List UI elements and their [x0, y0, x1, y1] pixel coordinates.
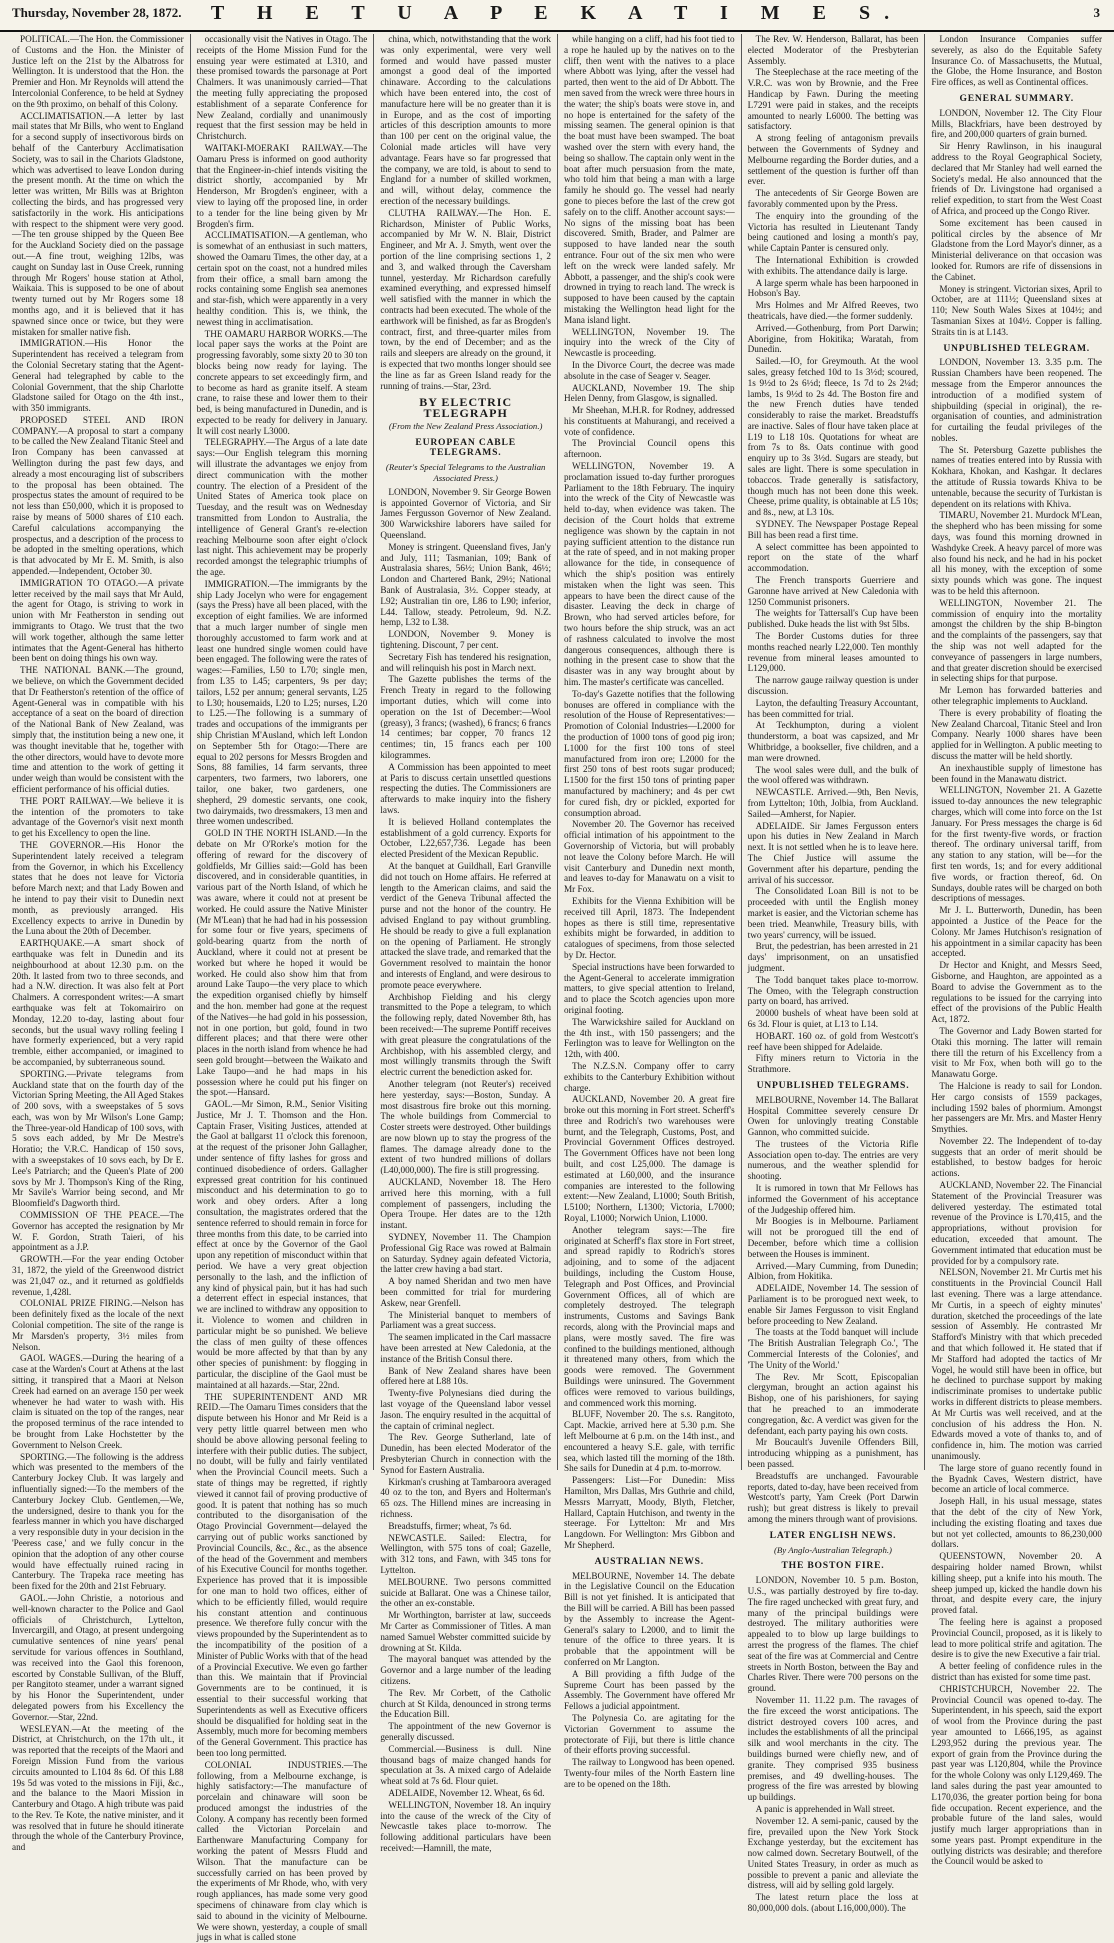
article-paragraph: Arrived.—Mary Cumming, from Dunedin; Albion, from Hokitika.	[747, 1260, 919, 1282]
article-paragraph: while hanging on a cliff, had his foot tied to a rope he hauled up by the natives on to the cliff, then went with the natives to a place where Abbott was lying, after the vessel had parted, then went to the aid of Dr Abbott. The men saved from the wreck were three hours in the water; the ship's boats were stove in, and no hope is entertained for the safety of the missing seamen. The general opinion is that the boat must have been swamped. The boat washed over the stern with every hand, the being so shallow. The captain only went in the boat after much persuasion from the mate, who told him that being a man with a large family he should go. The vessel had nearly gone to pieces before the last of the crew got safely on to the cliff. Another account says:—No signs of the missing boat has been discovered. Smith, Brader, and Palmer are supposed to have landed near the south entrance. Four out of the six men who were left on the wreck were landed safely. Mr Abbott, a passenger, and the ship's cook were drowned in trying to reach land. The wreck is supposed to have been caused by the captain mistaking the Wellington head light for the Mana island light.	[564, 34, 735, 325]
article-paragraph: The Todd banquet takes place to-morrow. The Omeo, with the Telegraph construction party on board, has arrived.	[747, 974, 919, 1007]
article-paragraph: Brut, the pedestrian, has been arrested in 21 days' imprisonment, on an unsatisfied judgment.	[747, 941, 919, 973]
article-paragraph: Bank of New Zealand shares have been offered here at L88 10s.	[380, 1365, 551, 1387]
article-paragraph: November 20. The Governor has received official intimation of his appointment to the Governorship of Victoria, but will probably not leave the Colony before March. He will visit Canterbury and Dunedin next month, and leaves to-day for Manawatu on a visit to Mr Fox.	[564, 819, 735, 895]
article-paragraph: TIMARU, November 21. Murdock M'Lean, the shepherd who has been missing for some days, was found this morning drowned in Washdyke Creek. A heavy parcel of more was also found his neck, and he had in his pocket all his money, with the exception of some sixty pounds which was gone. The inquest was to be held this afternoon.	[931, 510, 1102, 597]
article-paragraph: NEWCASTLE. Arrived.—9th, Ben Nevis, from Lyttelton; 10th, Jolbia, from Auckland. Sailed—Amherst, for Napier.	[747, 787, 919, 819]
column-5	[741, 34, 925, 1914]
article-paragraph: The Polynesia Co. are agitating for the Victorian Government to assume the protectorate of Fiji, but there is little chance of their efforts proving successful.	[564, 1712, 735, 1756]
article-paragraph: A strong feeling of antagonism prevails between the Governments of Sydney and Melbourne regarding the Border duties, and a settlement of the question is further off than ever.	[747, 133, 919, 187]
article-paragraph: Breadstuffs, firmer; wheat, 7s 6d.	[388, 1520, 512, 1531]
column-grid	[6, 34, 1108, 1943]
column-6	[924, 34, 1108, 1867]
article-paragraph: WELLINGTON, November 18. An inquiry into the cause of the wreck of the City of Newcastle takes place to-morrow. The following additional particulars have been received:—Hamnill, the mate,	[380, 1799, 551, 1853]
article-paragraph: Archbishop Fielding and his clergy transmitted to the Pope a telegram, to which the following reply, dated November 8th, has been received:—The supreme Pontiff receives with great pleasure the congratulations of the Archbishop, with his assembled clergy, and most willingly transmits through the Swift electric current the benediction asked for.	[380, 991, 551, 1078]
article-paragraph: The antecedents of Sir George Bowen are favorably commented upon by the Press.	[747, 188, 919, 209]
issue-date: Thursday, November 28, 1872.	[12, 5, 182, 20]
column-4	[557, 34, 741, 1789]
newspaper-title: T H E T U A P E K A T I M E S.	[210, 2, 904, 24]
article-paragraph: Mr Lemon has forwarded batteries and other telegraphic implements to Auckland.	[931, 685, 1102, 707]
article-paragraph: It is rumored in town that Mr Fellows has informed the Government of his acceptance of the Judgeship offered him.	[747, 1183, 919, 1215]
article-paragraph: An inexhaustible supply of limestone has been found in the Manawatu district.	[931, 762, 1102, 784]
article-paragraph: A select committee has been appointed to report on the state of the wharf accommodation.	[747, 541, 919, 574]
article-paragraph: The latest return place the loss at 80,000,000 dols. (about L16,000,000). The	[747, 1892, 919, 1914]
article-paragraph: QUEENSTOWN, November 20. A despairing holder named Brown, whilst killing sheep, put a knife into his mouth. The sheep jumped up, kicked the handle down his throat, and despite every care, the injury proved fatal.	[931, 1551, 1102, 1616]
article-paragraph: The Governor and Lady Bowen started for Otaki this morning. The latter will remain there till the return of his Excellency from a visit to Mr Fox, when both will go to the Manawatu Gorge.	[931, 1025, 1102, 1080]
article-paragraph: The N.Z.S.N. Company offer to carry exhibits to the Canterbury Exhibition without charge.	[564, 1060, 735, 1093]
article-paragraph: The toasts at the Todd banquet will include 'The British Australian Telegraph Co.', 'The Commercial Interests of the Colonies', and 'The Unity of the World.'	[747, 1327, 919, 1370]
article-paragraph: SPORTING.—Private telegrams from Auckland state that on the fourth day of the Victorian Spring Meeting, the All Aged Stakes of 200 sovs, with a sweepstakes of 5 sovs each, was won by Mr Wilson's Lone Gamp; the Three-year-old Handicap of 100 sovs, with 5 sovs each added, by Mr De Mestre's Horatio; the V.R.C. Handicap of 150 sovs, with a sweepstakes of 10 sovs each, by Dr E. Lee's Patriarch; and the Queen's Plate of 200 sovs by Mr J. Thompson's King of the Ring, Mr Savile's Warrior being second, and Mr Bloomfield's Dagworth third.	[12, 1068, 184, 1209]
article-paragraph: LONDON, November 9. Money is tightening. Discount, 7 per cent.	[380, 629, 551, 651]
article-paragraph: Special instructions have been forwarded to the Agent-General to accelerate immigration matters, to give special attention to Ireland, and to place the Scotch agencies upon more original footing.	[564, 961, 735, 1015]
article-paragraph: MELBOURNE, November 14. The debate in the Legislative Council on the Education Bill is not yet finished. It is anticipated that the Bill will be carried. A Bill has been passed by the Assembly to increase the Agent-General's salary to L2000, and to limit the tenure of the office to three years. It is probable that the appointment will be conferred on Mr Langton.	[564, 1570, 735, 1667]
article-paragraph: In the Divorce Court, the decree was made absolute in the case of Seager v. Seager.	[564, 359, 735, 381]
article-paragraph: The narrow gauge railway question is under discussion.	[747, 675, 919, 697]
article-paragraph: Breadstuffs are unchanged. Favourable reports, dated to-day, have been received from Westcott's party, Yam Creek (Port Darwin rush); but great distress is likely to prevail among the miners through want of provisions.	[747, 1470, 919, 1524]
article-paragraph: occasionally visit the Natives in Otago. The receipts of the Home Mission Fund for the ensuing year were estimated at L310, and these promised towards the parsonage at Port Chalmers. It was unanimously carried—That the meeting fully appreciating the proposed establishment of a separate Conference for New Zealand, cordially and unanimously request that the first session may be held in Christchurch.	[196, 34, 368, 142]
article-paragraph: The weights for Tattersall's Cup have been published. Duke heads the list with 9st 5lbs.	[747, 608, 919, 630]
article-paragraph: SPORTING.—The following is the address which was presented to the members of the Canterbury Jockey Club. It was largely and influentially signed:—To the members of the Canterbury Jockey Club. Gentlemen,—We, the undersigned, desire to thank you for the fearless manner in which you have discharged a very responsible duty in your decision in the 'Peeress case,' and we fully concur in the opinion that the adoption of any other course would have effectually ruined racing in Canterbury. The Trapeka race meeting has been fixed for the 20th and 21st February.	[12, 1451, 184, 1592]
article-paragraph: November 12. A semi-panic, caused by the fire, prevailed upon the New York Stock Exchange yesterday, but the excitement has now calmed down. Secretary Boutwell, of the United States Treasury, in order as much as possible to prevent a panic and alleviate the distress, will aid by selling gold largely.	[747, 1815, 919, 1891]
article-paragraph: The French transports Guerriere and Garonne have arrived at New Caledonia with 1250 Communist prisoners.	[747, 575, 919, 607]
article-paragraph: ADELAIDE, November 14. The session of Parliament is to be prorogued next week, to enable Sir James Fergusson to visit England before proceeding to New Zealand.	[747, 1283, 919, 1326]
article-paragraph: Twenty-five Polynesians died during the last voyage of the Queensland labor vessel Jason. The enquiry resulted in the acquittal of the captain of criminal neglect.	[380, 1388, 551, 1431]
article-paragraph: LONDON, November 10. 5 p.m. Boston, U.S., was partially destroyed by fire to-day. The fire raged unchecked with great fury, and many of the principal buildings were destroyed. The military authorities were appealed to to blow up large buildings to arrest the progress of the flames. The chief seat of the fire was at Commercial and Centre streets in North Boston, between the Bay and Charles River. There were 700 persons on the ground.	[747, 1575, 919, 1694]
article-paragraph: Money is stringent. Queensland fives, Jan'y and July, 111; Tasmanian, 109; Bank of Australasia shares, 56½; Union Bank, 46½; London and Chartered Bank, 29½; National Bank of Australasia, 3½. Copper steady, at L92; Australian tin ore, L86 to L90; inferior, L44. Tallow, steady. Petroleum, 9d. N.Z. hemp, L32 to L38.	[380, 541, 551, 628]
article-paragraph: The International Exhibition is crowded with exhibits. The attendance daily is large.	[747, 254, 919, 276]
article-paragraph: COLONIAL INDUSTRIES.—The following, from a Melbourne exchange, is highly satisfactory:—The manufacture of porcelain and chinaware will soon be produced amongst the industries of the Colony. A company has recently been formed called the Victorian Porcelain and Earthenware Manufacturing Company for working the patent of Messrs Fludd and Wilson. That the manufacture can be successfully carried on has been proved by the experiments of Mr Rhode, who, with very rough appliances, has made some very good specimens of chinaware from clay which is said to abound in the vicinity of Melbourne. We were shown, yesterday, a couple of small jugs in what is called stone	[196, 1759, 368, 1943]
article-paragraph: CHRISTCHURCH, November 22. The Provincial Council was opened to-day. The Superintendent, in his speech, said the export of wool from the Province during the past year amounted to L666,195, as against L293,952 during the previous year. The export of grain from the Province during the past year was L120,804, while the Province for the whole Colony was only L129,469. The land sales during the past year amounted to L170,036, the greater portion being for bona fide occupation. Recent experience, and the probable future of the land sales, would justify much larger appropriations than in some years past. Prompt expenditure in the outlying districts was desirable; and therefore the Council would be asked to	[931, 1683, 1102, 1867]
section-heading: UNPUBLISHED TELEGRAM.	[943, 342, 1091, 354]
article-paragraph: There is every probability of floating the New Zealand Charcoal, Titanic Steel and Iron Company. Nearly 1000 shares have been applied for in Wellington. A public meeting to discuss the matter will be held shortly.	[931, 707, 1102, 761]
article-paragraph: The St. Petersburg Gazette publishes the names of treaties entered into by Russia with Kokhara, Khokan, and Kashgar. It declares the attitude of Russia towards Khiva to be untenable, because the security of Turkistan is dependent on its relations with Khiva.	[931, 444, 1102, 509]
section-heading: UNPUBLISHED TELEGRAMS.	[756, 1079, 910, 1091]
article-paragraph: It is believed Holland contemplates the establishment of a gold currency. Exports for October, L22,657,736. Legade has been elected President of the Mexican Republic.	[380, 816, 551, 860]
article-paragraph: ADELAIDE. Sir James Fergusson enters upon his duties in New Zealand in March next. It is not settled when he is to leave here. The Chief Justice will assume the Government after his departure, pending the arrival of his successor.	[747, 820, 919, 885]
column-2	[190, 34, 374, 1943]
article-paragraph: GOLD IN THE NORTH ISLAND.—In the debate on Mr O'Rorke's motion for the offering of reward for the discovery of goldfields, Mr Gillies said:—Gold has been discovered, and in considerable quantities, in various part of the North Island, of which he was aware, where it could not at present be worked. He could assure the Native Minister (Mr M'Lean) that he had had in his possession for some four or five years, specimens of gold-bearing quartz from the north of Auckland, where it could not at present be worked but where he hoped it would be worked. He could also show him that from around Lake Taupo—the very place to which the expedition organised chiefly by himself and the hon. member had gone at the request of the Natives—he had gold in his possession, not in one portion, but gold, found in two different places; and that there were other places in the north island from whence he had seen gold brought—between the Waikato and Lake Taupo—and he had maps in his possession where he could put his finger on the spot.—Hansard.	[196, 828, 368, 1098]
article-paragraph: Passengers: List—For Dunedin: Miss Hamilton, Mrs Dallas, Mrs Guthrie and child, Messrs Marryatt, Moody, Blyth, Fletcher, Hallard, Captain Hutchison, and twenty in the steerage. For Lyttelton: Mr and Mrs Langdown. For Wellington: Mrs Gibbon and Mr Shepherd.	[564, 1475, 735, 1550]
article-paragraph: The Rev. W. Henderson, Ballarat, has been elected Moderator of the Presbyterian Assembly.	[747, 34, 919, 66]
article-paragraph: SYDNEY, November 11. The Champion Professional Gig Race was rowed at Balmain on Saturday. Sydney again defeated Victoria, the latter crew having a bad start.	[380, 1232, 551, 1275]
article-paragraph: NELSON, November 21. Mr Curtis met his constituents in the Provincial Council Hall last evening. There was a large attendance. Mr Curtis, in a speech of eighty minutes' duration, sketched the proceedings of the late session of Assembly. He contrasted Mr Stafford's Ministry with that which preceded and that which followed it. He stated that if Mr Stafford had adopted the tactics of Mr Vogel, he would still have been in office, but he declined to purchase support by making indiscriminate promises to undertake public works in different districts to please members. At Mr Curtis was well received, and at the conclusion of his address the Hon. N. Edwards moved a vote of thanks to, and of confidence in, him. The motion was carried unanimously.	[931, 1267, 1102, 1461]
section-heading-large: BY ELECTRIC TELEGRAPH	[419, 395, 513, 421]
article-paragraph: The Warwickshire sailed for Auckland on the 4th inst., with 150 passengers; and the Ferlington was to leave for Wellington on the 12th, with 400.	[564, 1016, 735, 1060]
article-paragraph: Arrived.—Gothenburg, from Port Darwin; Aborigine, from Hokitika; Waratah, from Dunedin.	[747, 322, 919, 355]
article-paragraph: The Halcione is ready to sail for London. Her cargo consists of 1559 packages, including 1592 bales of phormium. Amongst her passengers are Mr. Mrs. and Master Henry Smythies.	[931, 1080, 1103, 1135]
article-paragraph: Mr Sheehan, M.H.R. for Rodney, addressed his constituents at Mahurangi, and received a vote of confidence.	[564, 405, 735, 437]
article-paragraph: The trustees of the Victoria Rifle Association open to-day. The entries are very numerous, and the weather splendid for shooting.	[747, 1138, 919, 1182]
column-1	[6, 34, 190, 1853]
article-paragraph: IMMIGRATION.—His Honor the Superintendent has received a telegram from the Colonial Secretary stating that the Agent-General had telegraphed by cable to the Colonial Government, that the ship Charlotte Gladstone sailed for Otago on the 4th inst., with 350 immigrants.	[12, 338, 184, 414]
article-paragraph: LONDON, November 9. Sir George Bowen is appointed Governor of Victoria, and Sir James Fergusson Governor of New Zealand. 300 Warwickshire laborers have sailed for Queensland.	[380, 486, 551, 541]
article-paragraph: WELLINGTON, November 19. A proclamation issued to-day further prorogues Parliament to the 18th February. The inquiry into the wreck of the City of Newcastle was held to-day, when evidence was taken. The decision of the Court holds that extreme negligence was shown by the captain in not paying sufficient attention to the distance run at the rate of speed, and in not making proper allowance for the tide, in consequence of which the ship's position was entirely mistaken when the light was seen. This appears to have been the direct cause of the disaster. Leaving the deck in charge of Brown, who had served articles before, for two hours before the ship struck, was an act of rashness calculated to involve the most dangerous consequences, although there is nothing in the present case to show that the disaster was in any way brought about by him. The master's certificate was cancelled.	[564, 461, 735, 688]
article-paragraph: IMMIGRATION TO OTAGO.—A private letter received by the mail says that Mr Auld, the agent for Otago, is striving to work in union with Mr Featherston in sending out immigrants to Otago. We trust that the two will work together, although the same letter intimates that the Agent-General has hitherto been bent on doing things his own way.	[12, 577, 184, 664]
article-paragraph: THE NATIONAL BANK.—The ground, we believe, on which the Government decided that Dr Featherston's retention of the office of Agent-General was in compatible with his acceptance of a seat on the board of direction of the National Bank of New Zealand, was simply that, the institution being a new one, it was thought inevitable that he, together with the other directors, would have to devote more time and attention to the work of getting it under weigh than would be consistent with the efficient performance of his official duties.	[12, 665, 184, 794]
article-paragraph: WELLINGTON, November 19. The inquiry into the wreck of the City of Newcastle is proceeding.	[564, 326, 735, 359]
article-paragraph: Money is stringent. Victorian sixes, April to October, are at 111½; Queensland sixes at 110; New South Wales Sixes at 104½; and Tasmanian Sixes at 104½. Copper is falling. Straits tin is at L143.	[931, 283, 1102, 337]
article-paragraph: ACCLIMATISATION.—A gentleman, who is somewhat of an enthusiast in such matters, showed the Oamaru Times, the other day, at a certain spot on the coast, not a hundred miles from their office, a small barn among the rocks containing some English sea anemones and star-fish, which were apparently in a very healthy condition. This is, we think, the newest thing in acclimatisation.	[196, 230, 368, 327]
article-paragraph: Mr Boucault's Juvenile Offenders Bill, introducing whipping as a punishment, has been passed.	[747, 1437, 919, 1469]
article-paragraph: china, which, notwithstanding that the work was only experimental, were very well formed and would have passed muster amongst a good deal of the imported chinaware. According to the calculations which have been entered into, the cost of manufacture here will be no greater than it is in Europe, and as the cost of importing articles of this description amounts to more than 100 per cent on the original value, the Colonial made articles will have very advantage. Fears have so far progressed that the company, we are told, is about to send to England for a number of skilled workmen, and will, without delay, commence the erection of the necessary buildings.	[380, 34, 551, 206]
article-paragraph: A panic is apprehended in Wall street.	[755, 1803, 895, 1814]
article-paragraph: THE SUPERINTENDENT AND MR REID.—The Oamaru Times considers that the dispute between his Honor and Mr Reid is a very petty little quarrel between men who should be above allowing personal feeling to interfere with their public duties. The subject, no doubt, will be fully and fairly ventilated when the Provincial Council meets. Such a state of things may be regretted, if rightly viewed it cannot fail of proving productive of good. It is patent that nothing has so much contributed to the disorganisation of the Otago Provincial Government—delayed the carrying out of public works sanctioned by Provincial Councils, &c., &c., as the absence of the head of the Government and members of his Executive Council for months together. Experience has proved that it is impossible for one man to hold two offices, either of which to be efficiently filled, would require his constant attention and continuous presence. We therefore fully concur with the views propounded by the Superintendent as to the incompatibility of the position of a Minister of Public Works with that of the head of a Provincial Executive. We even go farther than this. We maintain that if Provincial Governments are to be continued, it is essential to their successful working that Superintendents as well as Executive officers should be disqualified for holding seat in the Assembly, much more for becoming members of the General Government. This practice has been too long permitted.	[196, 1391, 368, 1758]
article-paragraph: Mr Worthington, barrister at law, succeeds Mr Carter as Commissioner of Titles. A man named Samuel Webster committed suicide by drowning at St. Kilda.	[380, 1610, 551, 1653]
article-paragraph: Commercial.—Business is dull. Nine thousand bags of maize changed hands for speculation at 3s. A mixed cargo of Adelaide wheat sold at 7s 6d. Flour quiet.	[380, 1743, 551, 1787]
article-paragraph: LONDON, November 12. The City Flour Mills, Blackfriars, have been destroyed by fire, and 200,000 quarters of grain burned.	[931, 107, 1102, 140]
section-subheading: (From the New Zealand Press Association.)	[388, 420, 543, 431]
article-paragraph: NEWCASTLE. Sailed: Electra, for Wellington, with 575 tons of coal; Gazelle, with 312 tons, and Fawn, with 345 tons for Lyttelton.	[380, 1532, 551, 1575]
article-paragraph: The Provincial Council opens this afternoon.	[564, 438, 735, 460]
article-paragraph: November 22. The Independent of to-day suggests that an order of merit should be established, to bestow badges for heroic actions.	[931, 1135, 1102, 1179]
article-paragraph: The appointment of the new Governor is generally discussed.	[380, 1721, 551, 1742]
article-paragraph: November 11. 11.22 p.m. The ravages of the fire exceed the worst anticipations. The district destroyed covers 100 acres, and includes the establishments of all the principal silk and wool merchants in the city. The buildings burned were chiefly new, and of granite. They comprised 935 business premises, and 49 dwelling-houses. The progress of the fire was arrested by blowing up buildings.	[747, 1694, 919, 1803]
article-paragraph: LONDON, November 13. 3.35 p.m. The Russian Chambers have been reopened. The message from the Emperor announces the introduction of a modified system of shipbuilding (special in original), the re-organisation of counties, and administration for curtailing the feudal privileges of the nobles.	[931, 357, 1102, 443]
article-paragraph: Layton, the defaulting Treasury Accountant, has been committed for trial.	[747, 697, 919, 719]
article-paragraph: GAOL.—John Christie, a notorious and well-known character to the Police and Gaol officials of Christchurch, Lyttelton, Invercargill, and Otago, at present undergoing cumulative sentences of nine years' penal servitude for various offences in Southland, was received into the Gaol this forenoon, escorted by Constable Sullivan, of the Bluff, per Rangitoto steamer, under a warrant signed by his Honor the Superintendent, under delegated powers from his Excellency the Governor.—Star, 22nd.	[12, 1592, 184, 1722]
article-paragraph: The seamen implicated in the Carl massacre have been arrested at New Caledonia, at the instance of the British Consul there.	[380, 1332, 551, 1364]
article-paragraph: Joseph Hall, in his usual message, states that the debt of the city of New York, including the existing floating and taxes due but not yet collected, amounts to 86,230,000 dollars.	[931, 1496, 1102, 1550]
article-paragraph: Mr Boogies is in Melbourne. Parliament will not be prorogued till the end of December, before which time a collision between the Houses is imminent.	[747, 1216, 919, 1259]
section-heading: GENERAL SUMMARY.	[959, 92, 1074, 104]
article-paragraph: POLITICAL.—The Hon. the Commissioner of Customs and the Hon. the Minister of Justice left on the 21st by the Albatross for Wellington. It is understood that the Hon. the Premier and Hon. Mr Reynolds will attend the Intercolonial Conference, to be held at Sydney on the 9th proximo, on behalf of this Colony.	[12, 34, 184, 109]
article-paragraph: Sir Henry Rawlinson, in his inaugural address to the Royal Geographical Society, declared that Mr Stanley had well earned the Society's medal. He also announced that the friends of Dr. Livingstone had organised a relief expedition, to start from the West Coast of Africa, and proceed up the Congo River.	[931, 141, 1102, 216]
article-paragraph: 20000 bushels of wheat have been sold at 6s 3d. Flour is quiet, at L13 to L14.	[747, 1008, 919, 1029]
article-paragraph: At Teckhumpton, during a violent thunderstorm, a boat was capsized, and Mr Whitbridge, a bookseller, five children, and a man were drowned.	[747, 720, 919, 763]
article-paragraph: The mayoral banquet was attended by the Governor and a large number of the leading citizens.	[380, 1654, 551, 1686]
article-paragraph: A boy named Sheridan and two men have been committed for trial for murdering Askew, near Grenfell.	[380, 1276, 551, 1308]
article-paragraph: WELLINGTON, November 21. The commission of enquiry into the mortality amongst the children by the ship B-bington and the complaints of the passengers, say that the ship was not well adapted for the conveyance of passengers in large numbers, and that greater discretion should be exercised in selecting ships for that purpose.	[931, 597, 1102, 684]
article-paragraph: At the banquet at Guildhall, Earl Granville did not touch on Home affairs. He referred at length to the American claims, and said the verdict of the Geneva Tribunal affected the purse and not the honor of the country. He advised England to pay without grumbling. He should be ready to give a full explanation on the opening of Parliament. He strongly attacked the slave trade, and remarked that the Government resolved to maintain the honor and interests of England, and were desirous to promote peace everywhere.	[380, 860, 551, 990]
article-paragraph: The enquiry into the grounding of the Victoria has resulted in Lieutenant Tandy being cautioned and losing a month's pay, while Captain Panter is censured only.	[747, 210, 919, 254]
article-paragraph: To-day's Gazette notifies that the following bonuses are offered in compliance with the resolution of the House of Representatives:—Promotion of Colonial Industries—L2000 for the production of 1000 tons of good pig iron; L1000 for the first 100 tons of steel manufactured from iron ore; L2000 for the first 250 tons of best roots sugar produced; L1500 for the first 150 tons of printing paper manufactured by machinery; and 4s per cwt for cured fish, dry or pickled, exported for consumption abroad.	[564, 688, 735, 818]
article-paragraph: Another telegram (not Reuter's) received here yesterday, says:—Boston, Sunday. A most disastrous fire broke out this morning. The whole buildings from Commercial to Coster streets were destroyed. Other buildings are now blown up to stay the progress of the flames. The damage already done to the extent of two hundred millions of dollars (L40,000,000). The fire is still progressing.	[380, 1078, 551, 1176]
article-paragraph: MELBOURNE, November 14. The Ballarat Hospital Committee severely censure Dr Owen for unlovingly treating Constable Gannon, who committed suicide.	[747, 1094, 919, 1138]
article-paragraph: A better feeling of confidence rules in the district than has existed for some time past.	[931, 1661, 1102, 1682]
article-paragraph: WELLINGTON, November 21. A Gazette issued to-day announces the new telegraphic charges, which will come into force on the 1st January. For Press messages the charge is 6d for the first twenty-five words, or fraction thereof. The ordinary universal tariff, from any station to any station, will be—for the first ten words, 1s; and for every additional five words, or fraction thereof, 6d. On Sundays, double rates will be charged on both descriptions of messages.	[931, 785, 1102, 904]
article-paragraph: Secretary Fish has tendered his resignation, and will relinquish his post in March next.	[380, 651, 551, 673]
article-paragraph: The feeling here is against a proposed Provincial Council, proposed, as it is likely to lead to more political strife and agitation. The desire is to give the new Executive a fair trial.	[931, 1616, 1102, 1660]
article-paragraph: HOBART. 160 oz. of gold from Westcott's reef have been shipped for Adelaide.	[747, 1030, 919, 1052]
article-paragraph: The large store of guano recently found in the Byadnk Caves, Western district, have become an article of local commerce.	[931, 1462, 1102, 1495]
article-paragraph: TELEGRAPHY.—The Argus of a late date says:—Our English telegram this morning will illustrate the advantages we enjoy from direct communication with the mother country. The election of a President of the United States of America took place on Tuesday, and the result was on Wednesday transmitted from London to Australia, the intelligence of General Grant's re-election reaching Melbourne soon after eight o'clock last night. This achievement may be properly recorded amongst the telegraphic triumphs of the age.	[196, 437, 368, 578]
article-paragraph: WESLEYAN.—At the meeting of the District, at Christchurch, on the 17th ult., it was reported that the receipts of the Maori and Foreign Mission Fund from the various circuits amounted to L104 8s 6d. Of this L88 19s 5d was voted to the missions in Fiji, &c., and the balance to the Maori Mission in Canterbury and Otago. A high tribute was paid to the Rev. Te Kote, the native minister, and it was resolved that in future he should itinerate through the whole of the Canterbury Province, and	[12, 1723, 184, 1853]
article-paragraph: Exhibits for the Vienna Exhibition will be received till April, 1873. The Independent hopes as there is still time, representative exhibits might be forwarded, in addition to catalogues of specimens, from those selected by Dr. Hector.	[564, 895, 735, 960]
section-heading: THE BOSTON FIRE.	[781, 1560, 885, 1572]
article-paragraph: The Ministerial banquet to members of Parliament was a great success.	[380, 1309, 551, 1331]
article-paragraph: GAOL.—Mr Simon, R.M., Senior Visiting Justice, Mr J. T. Thomson and the Hon. Captain Fraser, Visiting Justices, attended at the Gaol at ballgarst 11 o'clock this forenoon, at the request of the prisoner John Gallagher, under sentence of fifty lashes for gross and continued disobedience of orders. Gallagher expressed great contrition for his continued misconduct and his determination to go to work and obey orders. After a long consultation, the magistrates ordered that the sentence referred to should remain in force for three months from this date, to be carried into effect at once by the Governor of the Gaol upon any repetition of misconduct within that period. We have a very great objection personally to the lash, and the infliction of any kind of physical pain, but it has had such a deterrent effect in especial instances, that we are inclined to withdraw any opposition to it. Violence to women and children in particular might be so punished. We believe the class of men guilty of these offences would be more affected by that than by any other species of punishment: by flogging in particular, the discipline of the Gaol must be maintained at all hazards.—Star, 22nd.	[196, 1099, 368, 1390]
article-paragraph: THE GOVERNOR.—His Honor the Superintendent lately received a telegram from the Governor, in which his Excellency states that he does not leave for Victoria before March next; and that Lady Bowen and he intend to pay their visit to Dunedin next month, as previously arranged. His Excellency expects to arrive in Dunedin by the Luna about the 20th of December.	[12, 839, 184, 937]
article-paragraph: AUCKLAND, November 20. A great fire broke out this morning in Fort street. Scherff's three and Rodrich's two warehouses were burnt, and the Telegraph, Customs, Post, and Provincial Government Offices destroyed. The Government Offices have not been long built, and cost L25,000. The damage is estimated at L60,000, and the insurance companies are interested to the following extent:—New Zealand, L1000; South British, L5100; Northern, L1300; Victoria, L7000; Royal, L1000; Norwich Union, L1000.	[564, 1094, 735, 1224]
article-paragraph: The wool sales were dull, and the bulk of the wool offered was withdrawn.	[747, 764, 919, 786]
article-paragraph: EARTHQUAKE.—A smart shock of earthquake was felt in Dunedin and its neighbourhood at about 12.30 p.m. on the 20th. It lasted from two to three seconds, and had a N.W. direction. It was also felt at Port Chalmers. A correspondent writes:—A smart earthquake was felt at Tokomairiro on Monday, 12.20 to-day, lasting about four seconds, but the usual wavy rolling feeling I have formerly experienced, but a very rapid tremble, either accompanied, or imagined to be accompanied, by subterraneous sound.	[12, 938, 184, 1067]
section-heading: LATER ENGLISH NEWS.	[769, 1529, 897, 1541]
article-paragraph: The Consolidated Loan Bill is not to be proceeded with until the English money market is easier, and the Victorian scheme has been tried. Meanwhile, Treasury bills, with two years' currency, will be issued.	[747, 886, 919, 940]
article-paragraph: AUCKLAND, November 18. The Hero arrived here this morning, with a full complement of passengers, including the Opera Troupe. Her dates are to the 12th instant.	[380, 1177, 551, 1231]
article-paragraph: GROWTH.—For the year ending October 31, 1872, the yield of the Greenwood district was 21,047 oz., and it returned as goldfields revenue, 1,428l.	[12, 1254, 184, 1297]
article-paragraph: COLONIAL PRIZE FIRING.—Nelson has been definitely fixed as the locale of the next Colonial competition. The site of the range is Mr Marsden's property, 3½ miles from Nelson.	[12, 1298, 184, 1352]
article-paragraph: Some excitement has been caused in political circles by the absence of Mr Gladstone from the Lord Mayor's dinner, as a Ministerial deliverance on that occasion was looked for. Rumors are rife of dissensions in the Cabinet.	[931, 217, 1102, 282]
article-paragraph: MELBOURNE. Two persons committed suicide at Ballarat. One was a Chinese tailor, the other an ex-constable.	[380, 1576, 551, 1609]
article-paragraph: The Gazette publishes the terms of the French Treaty in regard to the following important duties, which will come into operation on the 1st of December:—Wool (greasy), 3 francs; (washed), 6 francs; 6 francs 14 centimes; bar copper, 70 francs 12 centimes; tin, 15 francs each per 100 kilogrammes.	[380, 674, 551, 760]
article-paragraph: GAOL WAGES.—During the hearing of a case at the Warden's Court at Athens at the last sitting, it transpired that a Maori at Nelson Creek had earned on an average 150 per week whenever he had water to wash with. His claim is situated on the top of the ranges, near the proposed terminus of the race intended to be brought from Lake Hochstetter by the Government to Nelson Creek.	[12, 1353, 184, 1450]
article-paragraph: THE PORT RAILWAY.—We believe it is the intention of the promoters to take advantage of the Governor's visit next month to get his Excellency to open the line.	[12, 795, 184, 839]
article-paragraph: WAITAKI-MOERAKI RAILWAY.—The Oamaru Press is informed on good authority that the Engineer-in-chief intends visiting the district shortly, accompanied by Mr Henderson, Mr Brogden's engineer, with a view to laying off the proposed line, in order to a tender for the line being given by Mr Brogden's firm.	[196, 142, 368, 229]
article-paragraph: AUCKLAND, November 22. The Financial Statement of the Provincial Treasurer was delivered yesterday. The estimated total revenue of the Province is L70,415, and the appropriations, without provision for education, exceeded that amount. The Government intimated that education must be provided for by a compulsory rate.	[931, 1180, 1102, 1266]
article-paragraph: A large sperm whale has been harpooned in Hobson's Bay.	[747, 277, 919, 299]
article-paragraph: BLUFF, November 20. The s.s. Rangitoto, Capt. Mackie, arrived here at 5.30 p.m. She left Melbourne at 6 p.m. on the 14th inst., and encountered a heavy S.E. gale, with terrific sea, which lasted till the morning of the 18th. She sails for Dunedin at 4 p.m. to-morrow.	[564, 1409, 735, 1474]
article-paragraph: COMMISSION OF THE PEACE.—The Governor has accepted the resignation by Mr W. F. Gordon, Strath Taieri, of his appointment as a J.P.	[12, 1210, 184, 1253]
section-heading: AUSTRALIAN NEWS.	[594, 1555, 704, 1567]
section-heading: EUROPEAN CABLE TELEGRAMS.	[415, 436, 516, 459]
article-paragraph: The Rev. Mr Scott, Episcopalian clergyman, brought an action against his Bishop, one of his parishioners, for saying that he preached to an immoderate congregation, &c. A verdict was given for the defendant, each party paying his own costs.	[747, 1371, 919, 1436]
article-paragraph: The Border Customs duties for three months reached nearly L22,000. Ten monthly revenue from mineral leases amounted to L129,000.	[747, 631, 919, 674]
article-paragraph: Mrs Holmes and Mr Alfred Reeves, two theatricals, have died.—the former suddenly.	[747, 300, 919, 321]
article-paragraph: AUCKLAND, November 19. The ship Helen Denny, from Glasgow, is signalled.	[564, 382, 735, 404]
article-paragraph: SYDNEY. The Newspaper Postage Repeal Bill has been read a first time.	[747, 519, 919, 540]
article-paragraph: Kirkman's crushing at Tambaroora averaged 40 oz to the ton, and Byers and Holterman's 65 ozs. The Hillend mines are increasing in richness.	[380, 1476, 551, 1519]
article-paragraph: IMMIGRATION.—The immigrants by the ship Lady Jocelyn who were for engagement (says the Press) have all been placed, with the exception of eight families. We are informed that a much larger number of single men thoroughly accustomed to farm work and at least one hundred single women could have been engaged. The following were the rates of wages:—Families, L50 to L70; single men, from L35 to L45; carpenters, 9s per day; tailors, L52 per annum; general servants, L25 to L30; housemaids, L20 to L25; nurses, L20 to L25.—The following is a summary of trades and occupations of the immigrants per ship Christian M'Ausland, which left London on September 5th for Otago:—There are equal to 202 persons for Messrs Brogden and Sons, 88 families, 14 farm servants, three carpenters, two farmers, two laborers, one tailor, one baker, two gardeners, one shepherd, 29 domestic servants, one cook, two dairymaids, two dressmakers, 13 men and three women undescribed.	[196, 578, 368, 827]
page-number: 3	[1093, 5, 1100, 20]
article-paragraph: London Insurance Companies suffer severely, as also do the Equitable Safety Insurance Co. of Massachusetts, the Mutual, the Globe, the Home Insurance, and Boston Fire offices, as well as Continental offices.	[931, 34, 1102, 88]
article-paragraph: The railway to Longwood has been opened. Twenty-four miles of the North Eastern line are to be opened on the 18th.	[564, 1757, 735, 1789]
article-paragraph: Dr Hector and Knight, and Messrs Seed, Gisborne, and Haughton, are appointed as a Board to advise the Government as to the regulations to be issued for the carrying into effect of the provisions of the Public Health Act, 1872.	[931, 960, 1102, 1025]
section-subheading: (Reuter's Special Telegrams to the Australian Associated Press.)	[385, 462, 546, 484]
column-3	[373, 34, 557, 1853]
article-paragraph: A Bill providing a fifth Judge of the Supreme Court has been passed by the Assembly. The Government have offered Mr Fellows a judicial appointment.	[564, 1668, 735, 1712]
article-paragraph: Fifty miners return to Victoria in the Strathmore.	[747, 1053, 919, 1075]
article-paragraph: ADELAIDE, November 12. Wheat, 6s 6d.	[388, 1787, 545, 1798]
article-paragraph: PROPOSED STEEL AND IRON COMPANY.—A proposal to start a company to be called the New Zealand Titanic Steel and Iron Company has been canvassed at Wellington during the past few days, and already a most encouraging list of subscribers to the proposal has been obtained. The prospectus states the amount of required to be not less than £50,000, which it is proposed to raise by means of 5000 shares of £10 each. Careful calculations accompanying the prospectus, and a description of the process to be adopted in the smelting operations, which is that advocated by Mr E. M. Smith, is also appended.—Independent, October 30.	[12, 414, 184, 577]
article-paragraph: The Rev. Mr Corbett, of the Catholic church at St Kilda, denounced in strong terms the Education Bill.	[380, 1687, 551, 1720]
article-paragraph: Mr J. L. Butterworth, Dunedin, has been appointed a Justice of the Peace for the Colony. Mr James Hutchison's resignation of his appointment in a similar capacity has been accepted.	[931, 905, 1102, 959]
article-paragraph: Another telegram says:—The fire originated at Scherff's flax store in Fort street, and spread rapidly to Rodrich's stores adjoining, and to some of the adjacent buildings, including the Custom House, Telegraph and Post Offices, and Provincial Government Offices, all of which are completely destroyed. The telegraph instruments, Customs and Savings Bank records, along with the Provincial maps and plans, were mostly saved. The fire was confined to the buildings mentioned, although it threatened many others, from which the goods were removed. The Government Buildings were uninsured. The Government offices were removed to various buildings, and commenced work this morning.	[564, 1224, 735, 1408]
article-paragraph: THE OAMARU HARBOR WORKS.—The local paper says the works at the Point are progressing favorably, some sixty 20 to 30 ton blocks being now ready for laying. The concrete appears to set exceedingly firm, and to become as hard as granite itself. A steam crane, to raise these and lower them to their bed, is being manufactured in Dunedin, and is expected to be ready for delivery in January. It will cost nearly L3000.	[196, 328, 368, 436]
section-subheading: (By Anglo-Australian Telegraph.)	[773, 1544, 892, 1555]
article-paragraph: ACCLIMATISATION.—A letter by last mail states that Mr Bills, who went to England for a second supply of insectivorous birds on behalf of the Canterbury Acclimatisation Society, was to sail in the Chariots Gladstone, which was advertised to leave London during the present month. At the time on which the letter was written, Mr Bills was at Brighton collecting the birds, and has progressed very satisfactorily in the work. His anticipations with respect to the shipment were very good.—The ten grouse shipped by the Queen Bee for the Auckland Society died on the passage out.—A fine trout, weighing 12lbs, was caught on Sunday last in Ouse Creek, running through Mr Rogers' house station at Athol, Waikaia. This is supposed to be one of about twenty turned out by Mr Rogers some 18 months ago, and it is believed that it has spawned since once or twice, but they were mistaken for smaller native fish.	[12, 110, 184, 337]
article-paragraph: A Commission has been appointed to meet at Paris to discuss certain unsettled questions respecting the duties. The Commissioners are afterwards to make inquiry into the fishery laws.	[380, 761, 551, 815]
article-paragraph: The Steeplechase at the race meeting of the V.R.C. was won by Brownie, and the Free Handicap by Fawn. During the meeting L7291 were paid in stakes, and the receipts amounted to nearly L6000. The betting was satisfactory.	[747, 67, 919, 132]
masthead	[0, 0, 1114, 32]
article-paragraph: The Rev. George Sutherland, late of Dunedin, has been elected Moderator of the Presbyterian Church in connection with the Synod for Eastern Australia.	[380, 1432, 551, 1475]
article-paragraph: CLUTHA RAILWAY.—The Hon. E. Richardson, Minister of Public Works, accompanied by Mr W. N. Blair, District Engineer, and Mr A. J. Smyth, went over the portion of the line comprising sections 1, 2 and 3, and walked through the Caversham tunnel, yesterday. Mr Richardson carefully examined everything, and expressed himself well satisfied with the manner in which the contracts had been executed. The whole of the earthwork will be finished, as far as Brogden's contract, first, and three-quarter miles from town, by the end of December; and as the rails and sleepers are already on the ground, it is expected that two months longer should see the line as far as Green Island ready for the running of trains.—Star, 23rd.	[380, 207, 551, 391]
article-paragraph: Sailed.—IO, for Greymouth. At the wool sales, greasy fetched 10d to 1s 3½d; scoured, 1s 9½d to 2s 6½d; fleece, 1s 7d to 2s 2¼d; lambs, 1s 9½d to 2s 4d. The Boston fire and the new French duties have tended considerably to raise the market. Breadstuffs are inactive. Sales of flour have taken place at L19 to L18 10s. Quotations for wheat are from 7s to 8s. Oats continue with good enquiry up to 3s 3½d. Sugars are steady, but sales are light. There is some speculation in tobaccos. Trade generally is satisfactory, though much has not been done this week. Cheese, prime quality, is obtainable at L5 10s; and 8s., new, at L3 10s.	[747, 356, 919, 518]
